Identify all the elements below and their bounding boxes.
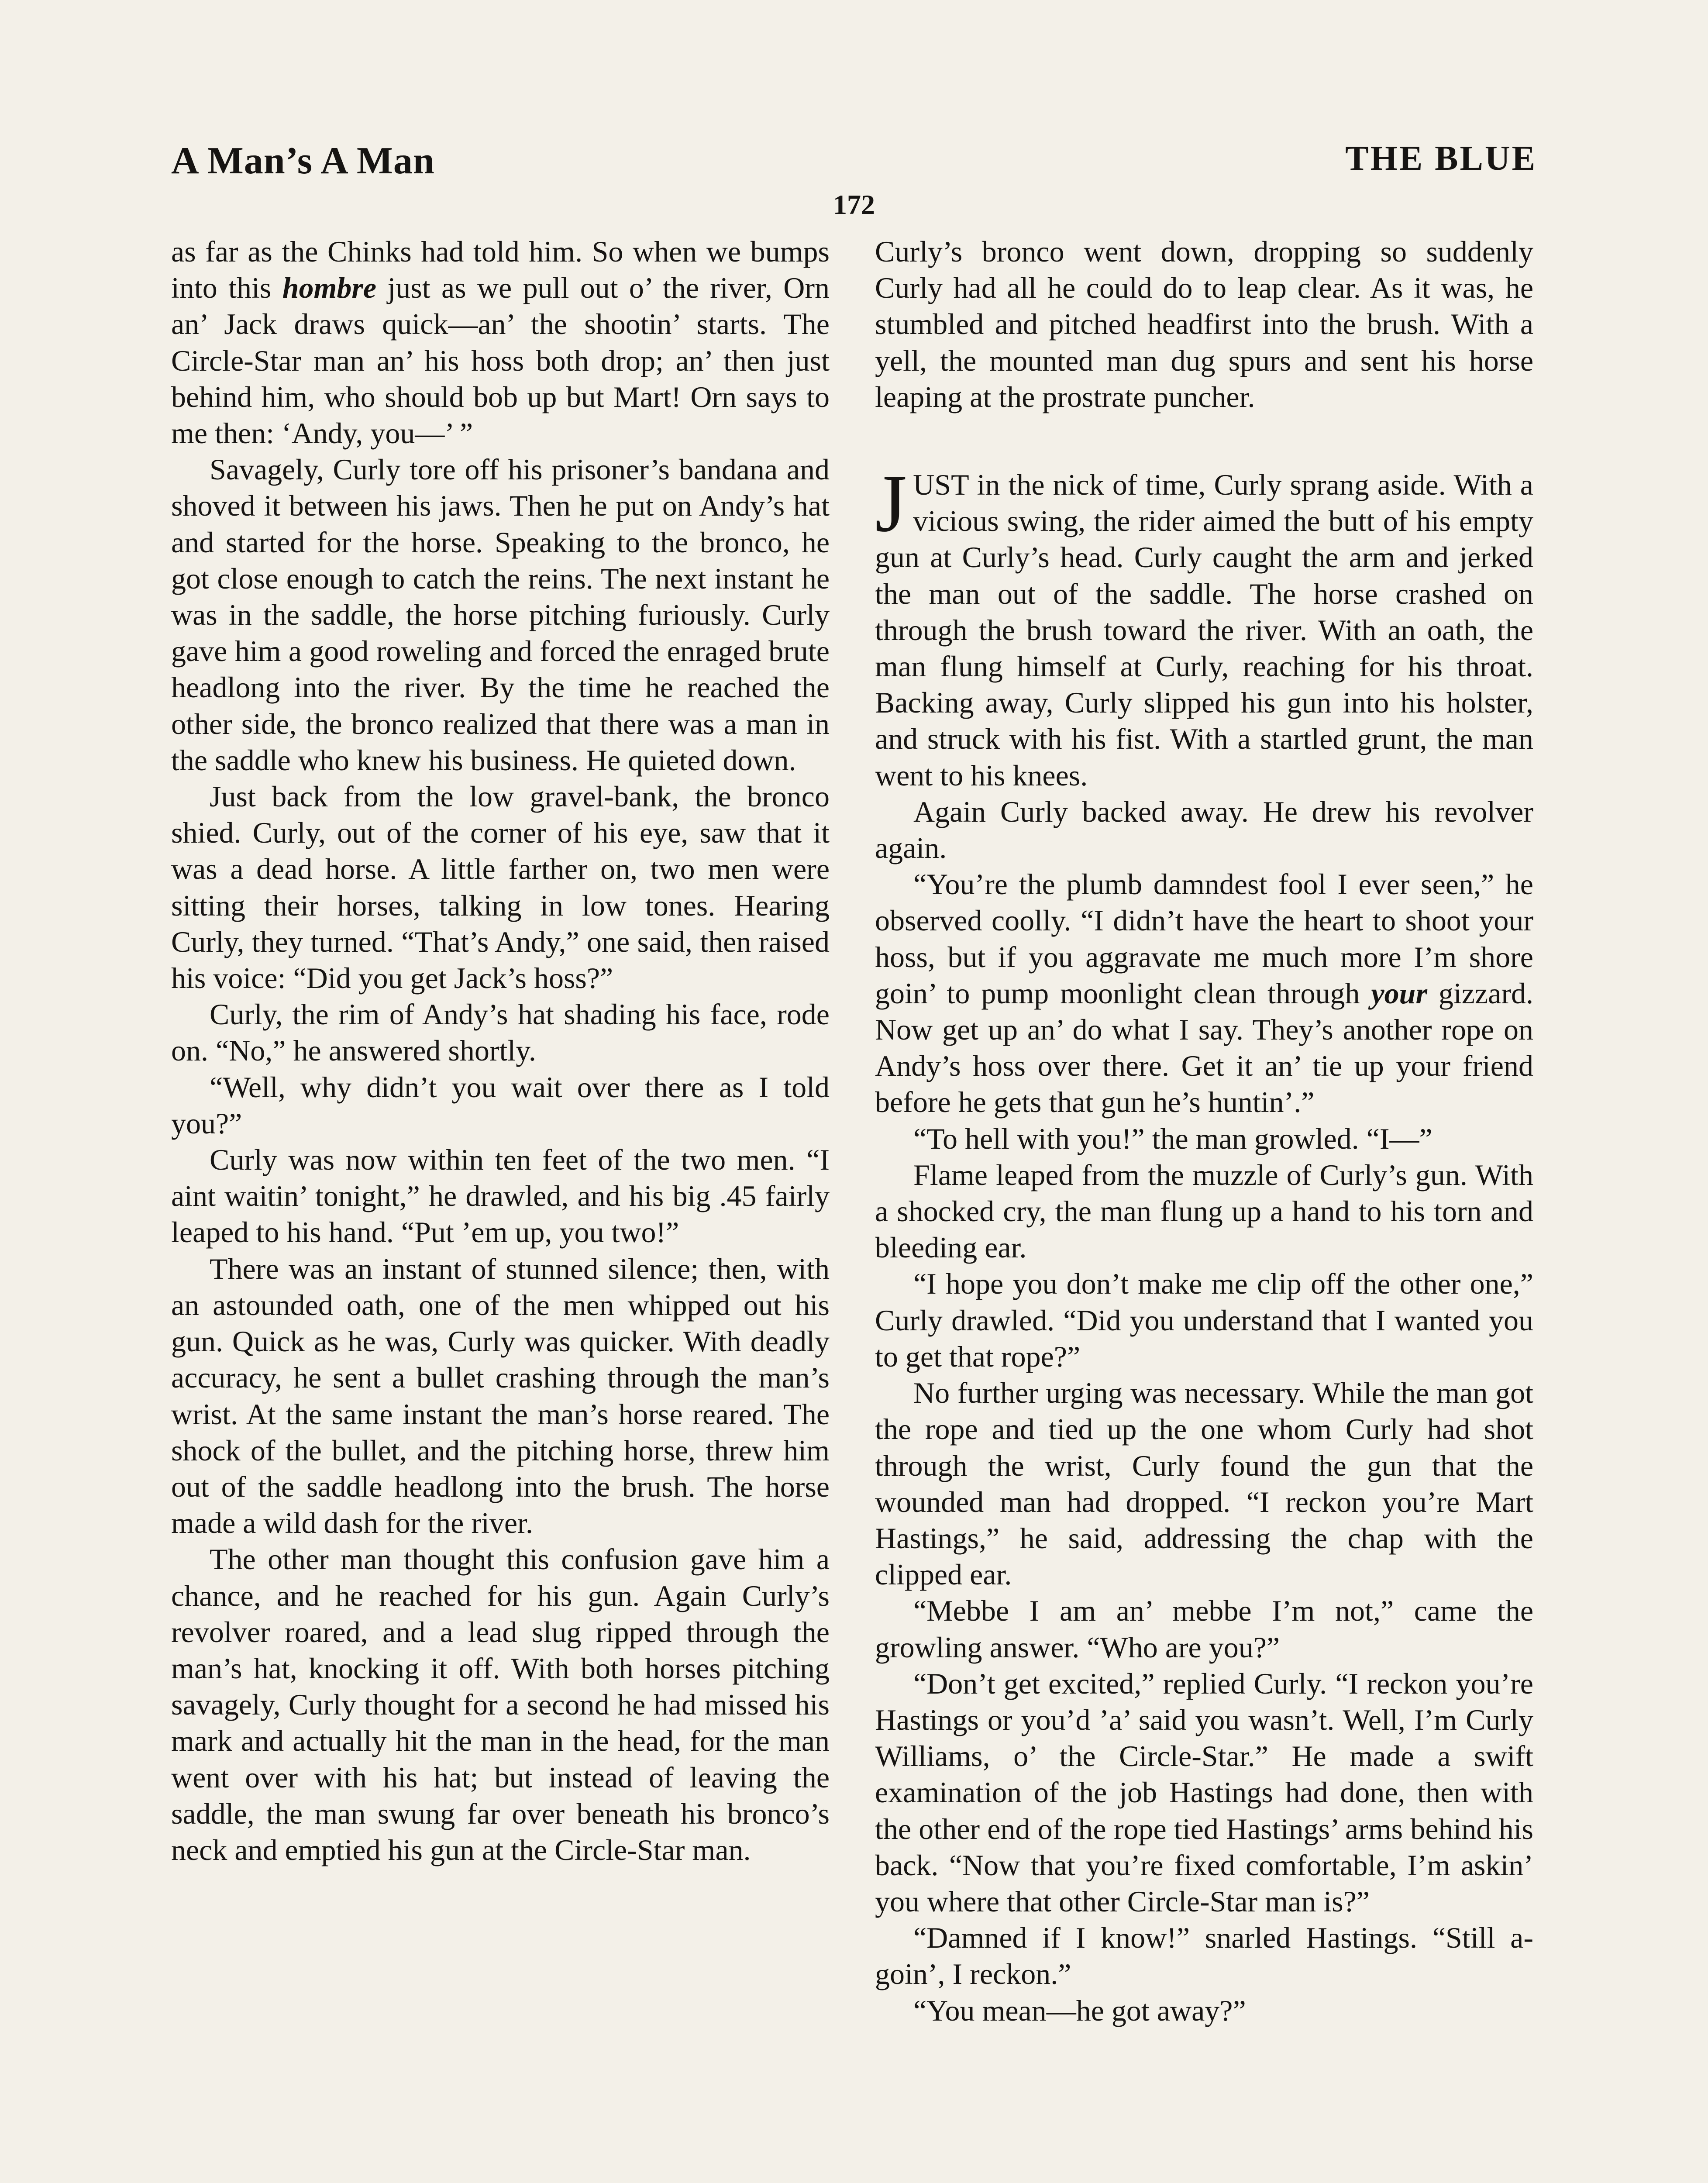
paragraph-text: Savagely, Curly tore off his prisoner’s bandana and shoved it between his jaws. Then he put on Andy’s hat and started for the horse. Speaking to the bronco, he got close enough to catch the reins. The next instant he was in the saddle, the horse pitching furiously. Curly gave him a good roweling and forced the enraged brute headlong into the river. By the time he reached the other side, the bronco realized that there was a man in the saddle who knew his business. He quieted down. <box>171 453 830 777</box>
italic-text: hombre <box>282 271 377 305</box>
paragraph-text: “To hell with you!” the man growled. “I—” <box>913 1122 1433 1155</box>
paragraph-text: Curly was now within ten feet of the two men. “I aint waitin’ tonight,” he drawled, and his big .45 fairly leaped to his hand. “Put ’em up, you two!” <box>171 1143 830 1249</box>
paragraph <box>875 1920 1533 1992</box>
paragraph-text: “Mebbe I am an’ mebbe I’m not,” came the growling answer. “Who are you?” <box>875 1594 1533 1664</box>
paragraph <box>875 794 1533 866</box>
paragraph <box>875 1666 1533 1920</box>
paragraph <box>171 451 830 778</box>
paragraph <box>875 866 1533 1120</box>
paragraph-text: “Don’t get excited,” replied Curly. “I reckon you’re Hastings or you’d ’a’ said you wasn’t. Well, I’m Curly Williams, o’ the Circle-Star.” He made a swift examination of the job Hastings had done, then with the other end of the rope tied Hastings’ arms behind his back. “Now that you’re fixed comfortable, I’m askin’ you where that other Circle-Star man is?” <box>875 1667 1533 1918</box>
right-column-paragraphs <box>875 794 1533 2029</box>
paragraph-text: No further urging was necessary. While the man got the rope and tied up the one whom Curly had shot through the wrist, Curly found the gun that the wounded man had dropped. “I reckon you’re Mart Hastings,” he said, addressing the chap with the clipped ear. <box>875 1376 1533 1591</box>
paragraph-text: Just back from the low gravel-bank, the bronco shied. Curly, out of the corner of his eye, saw that it was a dead horse. A little farther on, two men were sitting their horses, talking in low tones. Hearing Curly, they turned. “That’s Andy,” one said, then raised his voice: “Did you get Jack’s hoss?” <box>171 780 830 995</box>
running-head <box>171 139 1537 187</box>
paragraph-text: gizzard. Now get up an’ do what I say. They’s another rope on Andy’s hoss over there. Get it an’ tie up your friend before he gets that gun he’s huntin’.” <box>875 976 1533 1119</box>
paragraph-text: “Well, why didn’t you wait over there as I told you?” <box>171 1070 830 1140</box>
paragraph <box>875 1375 1533 1593</box>
paragraph-text: Flame leaped from the muzzle of Curly’s gun. With a shocked cry, the man flung up a hand to his torn and bleeding ear. <box>875 1158 1533 1264</box>
paragraph <box>171 1069 830 1142</box>
magazine-title: THE BLUE <box>1345 139 1537 178</box>
drop-cap: J <box>875 458 907 549</box>
paragraph-text: “You mean—he got away?” <box>913 1994 1246 2027</box>
story-title: A Man’s A Man <box>171 140 435 182</box>
paragraph <box>875 1993 1533 2029</box>
page-number: 172 <box>833 189 875 220</box>
paragraph-text: Again Curly backed away. He drew his revolver again. <box>875 795 1533 865</box>
right-column <box>875 234 1533 2029</box>
paragraph-text: The other man thought this confusion gave him a chance, and he reached for his gun. Again Curly’s revolver roared, and a lead slug ripped through the man’s hat, knocking it off. With both horses pitching savagely, Curly thought for a second he had missed his mark and actually hit the man in the head, for the man went over with his hat; but instead of leaving the saddle, the man swung far over beneath his bronco’s neck and emptied his gun at the Circle-Star man. <box>171 1543 830 1866</box>
section-opening-paragraph <box>875 458 1533 794</box>
paragraph <box>171 1251 830 1542</box>
paragraph <box>875 1266 1533 1375</box>
paragraph <box>171 234 830 451</box>
paragraph-text: “I hope you don’t make me clip off the other one,” Curly drawled. “Did you understand that I wanted you to get that rope?” <box>875 1267 1533 1373</box>
paragraph: Curly’s bronco went down, dropping so suddenly Curly had all he could do to leap clear. As it was, he stumbled and pitched headfirst into the brush. With a yell, the mounted man dug spurs and sent his horse leaping at the prostrate puncher. <box>875 235 1533 413</box>
paragraph <box>171 1541 830 1868</box>
paragraph <box>171 1142 830 1251</box>
paragraph <box>875 1593 1533 1665</box>
paragraph-text: as far as the Chinks had told him. So when we bumps into this <box>171 235 830 305</box>
paragraph-text: There was an instant of stunned silence; then, with an astounded oath, one of the men whipped out his gun. Quick as he was, Curly was quicker. With deadly accuracy, he sent a bullet crashing through the man’s wrist. At the same instant the man’s horse reared. The shock of the bullet, and the pitching horse, threw him out of the saddle headlong into the brush. The horse made a wild dash for the river. <box>171 1252 830 1540</box>
paragraph <box>171 778 830 996</box>
paragraph <box>875 1157 1533 1266</box>
paragraph-text: just as we pull out o’ the river, Orn an’ Jack draws quick—an’ the shootin’ starts. The Circle-Star man an’ his hoss both drop; an’ then just behind him, who should bob up but Mart! Orn says to me then: ‘Andy, you—’ ” <box>171 271 830 450</box>
italic-text: your <box>1371 976 1427 1010</box>
section-opening-text: UST in the nick of time, Curly sprang aside. With a vicious swing, the rider aimed the butt of his empty gun at Curly’s head. Curly caught the arm and jerked the man out of the saddle. The horse crashed on through the brush toward the river. With an oath, the man flung himself at Curly, reaching for his throat. Backing away, Curly slipped his gun into his holster, and struck with his fist. With a startled grunt, the man went to his knees. <box>875 468 1533 792</box>
left-column <box>171 234 830 1868</box>
paragraph-text: “Damned if I know!” snarled Hastings. “Still a-goin’, I reckon.” <box>875 1921 1533 1991</box>
paragraph <box>171 996 830 1069</box>
paragraph-text: Curly, the rim of Andy’s hat shading his face, rode on. “No,” he answered shortly. <box>171 998 830 1067</box>
paragraph <box>875 1121 1533 1157</box>
paragraph-text: “You’re the plumb damndest fool I ever seen,” he observed coolly. “I didn’t have the heart to shoot your hoss, but if you aggravate me much more I’m shore goin’ to pump moonlight clean through <box>875 868 1533 1010</box>
